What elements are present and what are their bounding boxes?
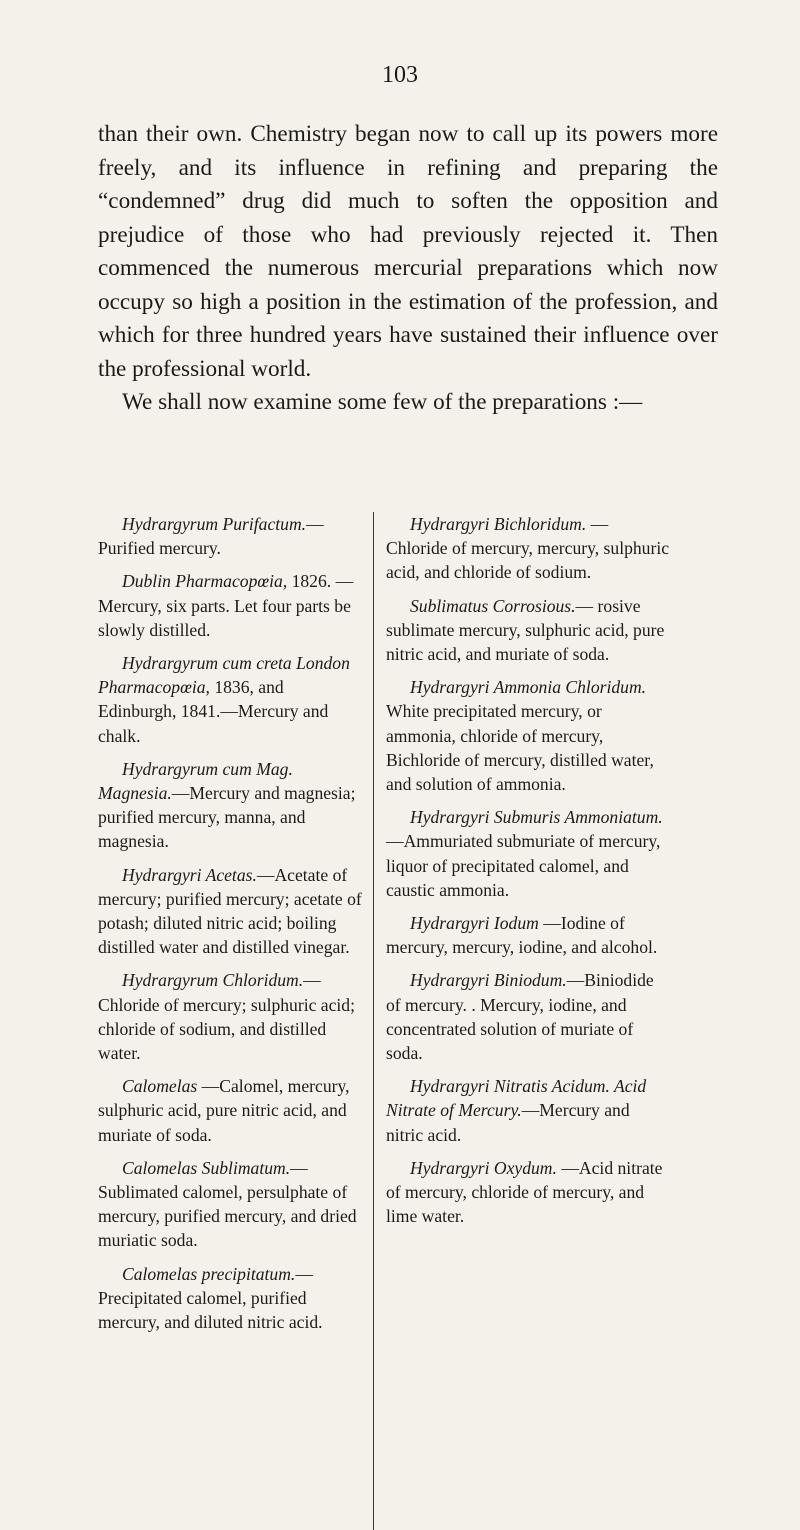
- entry-term: Hydrargyri Nitratis Acidum. Acid Nitrate of Mercury.: [386, 1076, 647, 1121]
- entry-term: Calomelas Sublimatum.: [122, 1157, 291, 1178]
- preparation-entry: [386, 594, 670, 667]
- entry-text: — rosive sublimate mercury, sulphuric acid, pure nitric acid, and muriate of soda.: [386, 595, 665, 665]
- intro-paragraph: We shall now examine some few of the preparations :—: [122, 389, 643, 415]
- intro-paragraph: than their own. Chemistry began now to call up its powers more freely, and its influence in refining and preparing the “condemned” drug did much to soften the opposition and prejudice of those who had previously rejected it. Then commenced the numerous mercurial preparations which now occupy so high a position in the estimation of the profession, and which for three hundred years have sustained their influence over the professional world.: [98, 121, 718, 382]
- entry-text: —Mercury and magnesia; purified mercury, manna, and magnesia.: [98, 783, 356, 852]
- preparation-entry: [386, 1074, 670, 1147]
- entry-term: Hydrargyrum Chloridum.: [122, 970, 304, 991]
- preparation-entry: [98, 968, 362, 1065]
- entry-text: —Acetate of mercury; purified mercury; acetate of potash; diluted nitric acid; boiling distilled water and distilled vinegar.: [98, 864, 362, 958]
- entry-text: — Chloride of mercury; sulphuric acid; chloride of sodium, and distilled water.: [98, 970, 355, 1064]
- preparation-entry: [386, 968, 670, 1065]
- entry-term: Hydrargyrum Purifactum.: [122, 514, 307, 534]
- entry-term: Calomelas: [122, 1076, 198, 1097]
- intro-text: [98, 118, 718, 420]
- entry-text: 1826. —Mercury, six parts. Let four parts be slowly distilled.: [98, 571, 354, 640]
- preparation-entry: [98, 1074, 362, 1147]
- preparation-entry: [386, 512, 670, 585]
- right-column: [386, 512, 670, 1237]
- entry-term: Hydrargyri Bichloridum.: [410, 514, 587, 534]
- entry-term: Hydrargyri Biniodum.: [410, 970, 567, 991]
- preparation-entry: [98, 651, 362, 748]
- left-column: [98, 512, 362, 1343]
- entry-term: Hydrargyrum cum creta London Pharmacopœia,: [98, 653, 350, 698]
- entry-text: —Iodine of mercury, mercury, iodine, and alcohol.: [386, 913, 658, 958]
- entry-term: Hydrargyri Iodum: [410, 913, 539, 934]
- entry-term: Hydrargyri Submuris Ammoniatum.: [410, 807, 663, 828]
- entry-term: Hydrargyri Acetas.: [122, 864, 257, 885]
- preparation-entry: [98, 757, 362, 854]
- entry-term: Calomelas precipitatum.: [122, 1263, 296, 1284]
- entry-term: Hydrargyrum cum Mag. Magnesia.: [98, 758, 293, 804]
- entry-text: —Ammuriated submuriate of mercury, liquor of precipitated calomel, and caustic ammonia.: [386, 831, 661, 900]
- preparation-entry: [98, 1262, 362, 1335]
- preparation-entry: [386, 675, 670, 796]
- entry-term: Sublimatus Corrosious.: [410, 595, 576, 616]
- preparation-entry: [98, 863, 362, 960]
- entry-text: —Biniodide of mercury. . Mercury, iodine, and concentrated solution of muriate of soda.: [386, 970, 654, 1064]
- entry-text: —Mercury and nitric acid.: [386, 1100, 630, 1145]
- page-number: 103: [382, 62, 418, 88]
- entry-text: White precipitated mercury, or ammonia, chloride of mercury, Bichloride of mercury, distilled water, and solution of ammonia.: [386, 701, 654, 795]
- entry-text: —Acid nitrate of mercury, chloride of mercury, and lime water.: [386, 1157, 663, 1227]
- preparation-entry: [386, 911, 670, 959]
- entry-text: —Calomel, mercury, sulphuric acid, pure nitric acid, and muriate of soda.: [98, 1076, 350, 1145]
- entry-term: Hydrargyri Oxydum.: [410, 1157, 557, 1178]
- entry-term: Dublin Pharmacopœia,: [122, 571, 288, 592]
- preparation-entry: [98, 569, 362, 642]
- entry-text: — Purified mercury.: [98, 514, 324, 559]
- preparation-entry: [386, 1156, 670, 1229]
- preparation-entry: [98, 1156, 362, 1253]
- entry-text: —Sublimated calomel, persulphate of mercury, purified mercury, and dried muriatic soda.: [98, 1157, 357, 1251]
- entry-text: — Chloride of mercury, mercury, sulphuric acid, and chloride of sodium.: [386, 514, 670, 583]
- entry-text: 1836, and Edinburgh, 1841.—Mercury and chalk.: [98, 677, 329, 746]
- preparation-entry: [98, 512, 362, 560]
- entry-text: —Precipitated calomel, purified mercury, and diluted nitric acid.: [98, 1263, 323, 1333]
- entry-term: Hydrargyri Ammonia Chloridum.: [410, 677, 647, 698]
- preparation-entry: [386, 805, 670, 902]
- column-divider: [373, 512, 374, 1530]
